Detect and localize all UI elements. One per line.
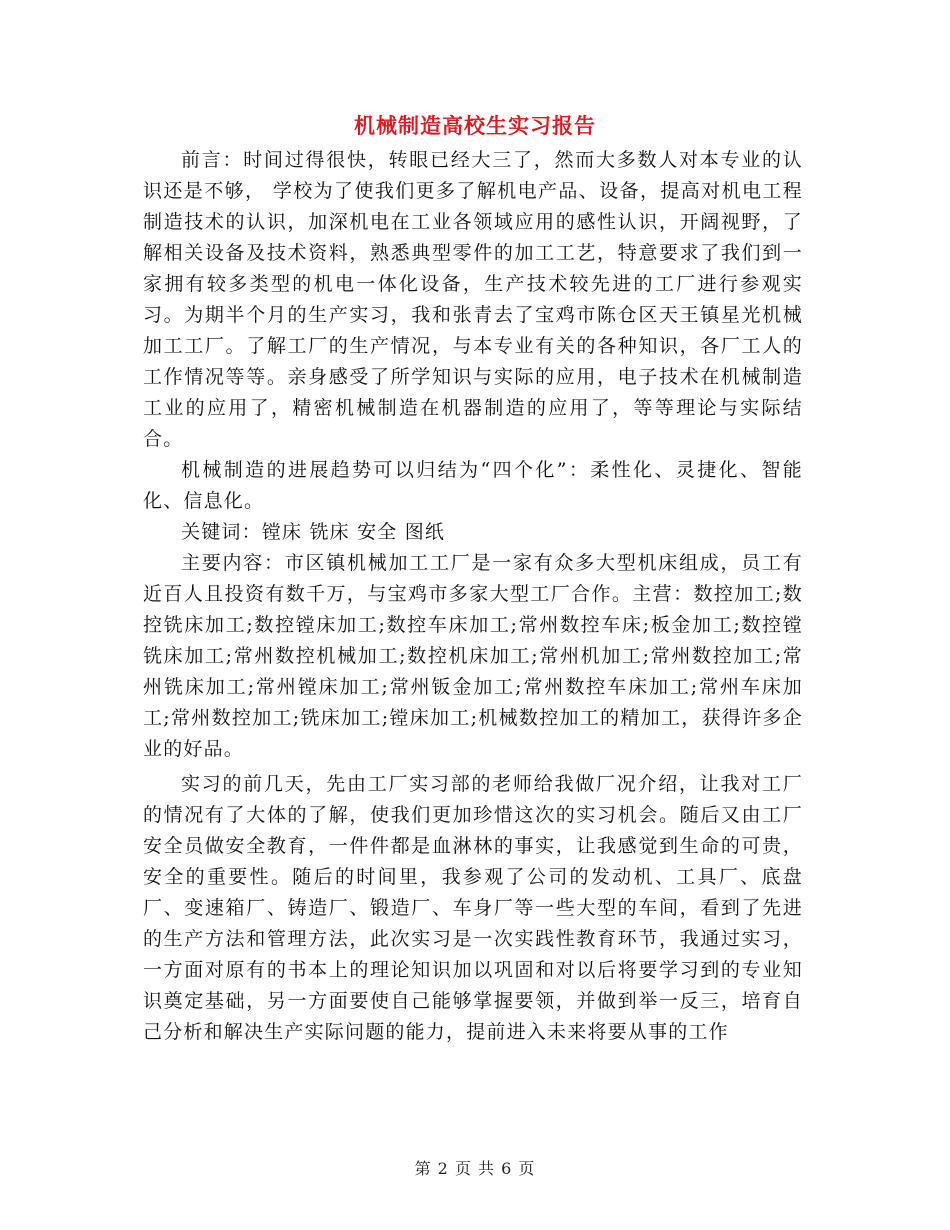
document-body: [143, 145, 803, 1048]
page-footer: 第 2 页 共 6 页: [414, 1159, 536, 1178]
paragraph-trend: 机械制造的进展趋势可以归结为“四个化”：柔性化、灵捷化、智能化、信息化。: [143, 459, 803, 512]
paragraph-internship: 实习的前几天，先由工厂实习部的老师给我做厂况介绍，让我对工厂的情况有了大体的了解，使我们更加珍惜这次的实习机会。随后又由工厂安全员做安全教育，一件件都是血淋林的事实，让我感觉到生命的可贵，安全的重要性。随后的时间里，我参观了公司的发动机、工具厂、底盘厂、变速箱厂、铸造厂、锻造厂、车身厂等一些大型的车间，看到了先进的生产方法和管理方法，此次实习是一次实践性教育环节，我通过实习，一方面对原有的书本上的理论知识加以巩固和对以后将要学习到的专业知识奠定基础，另一方面要使自己能够掌握要领，并做到举一反三，培育自己分析和解决生产实际问题的能力，提前进入未来将要从事的工作: [143, 773, 803, 1043]
paragraph-keywords: 关键词：镗床 铣床 安全 图纸: [181, 521, 446, 543]
document-title: 机械制造高校生实习报告: [354, 113, 596, 138]
paragraph-preface: 前言：时间过得很快，转眼已经大三了，然而大多数人对本专业的认识还是不够， 学校为了使我们更多了解机电产品、设备，提高对机电工程制造技术的认识，加深机电在工业各领域应用的感性认识，开阔视野，了解相关设备及技术资料，熟悉典型零件的加工工艺，特意要求了我们到一家拥有较多类型的机电一体化设备，生产技术较先进的工厂进行参观实习。为期半个月的生产实习，我和张青去了宝鸡市陈仓区天王镇星光机械加工工厂。了解工厂的生产情况，与本专业有关的各种知识，各厂工人的工作情况等等。亲身感受了所学知识与实际的应用，电子技术在机械制造工业的应用了，精密机械制造在机器制造的应用了，等等理论与实际结合。: [143, 149, 803, 450]
paragraph-main-content: 主要内容：市区镇机械加工工厂是一家有众多大型机床组成，员工有近百人且投资有数千万，与宝鸡市多家大型工厂合作。主营：数控加工;数控铣床加工;数控镗床加工;数控车床加工;常州数控车床;板金加工;数控镗铣床加工;常州数控机械加工;数控机床加工;常州机加工;常州数控加工;常州铣床加工;常州镗床加工;常州钣金加工;常州数控车床加工;常州车床加工;常州数控加工;铣床加工;镗床加工;机械数控加工的精加工，获得许多企业的好品。: [143, 552, 803, 760]
